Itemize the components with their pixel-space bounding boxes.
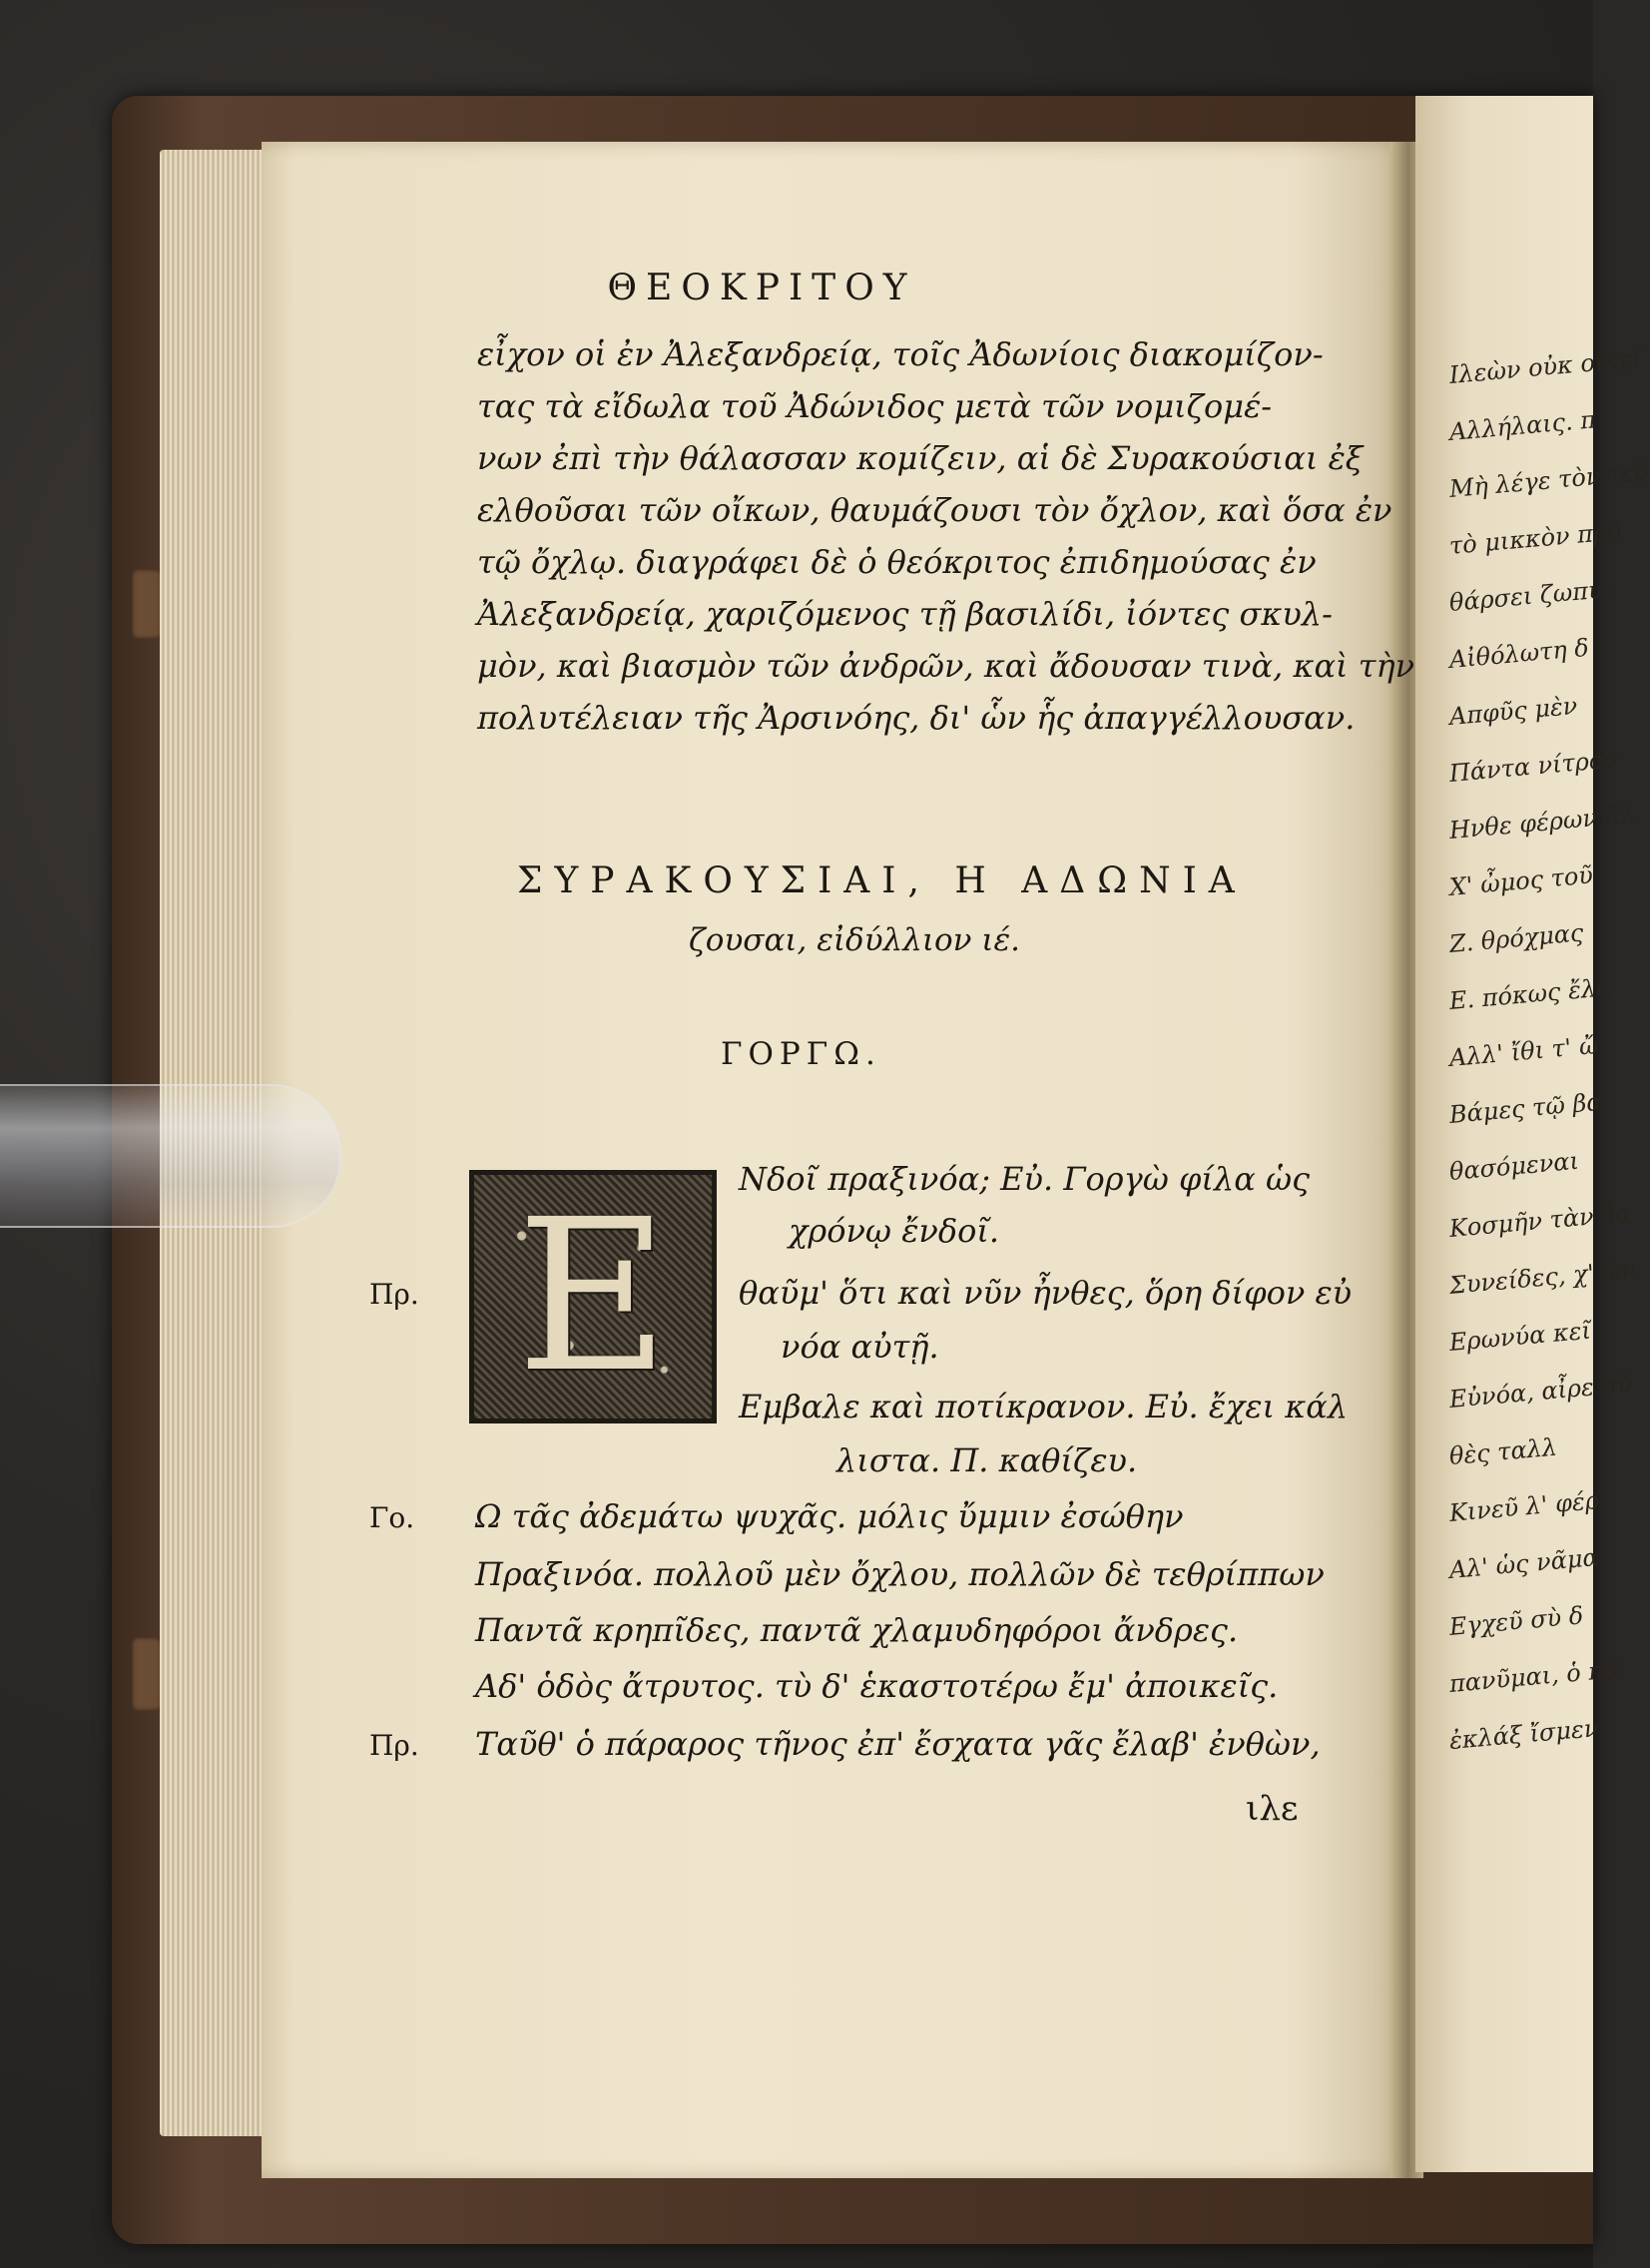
facing-page-line: Αλ' ὡς νᾶμα bbox=[1447, 1542, 1600, 1584]
facing-page-line: Αλλ' ἴθι τ' ὤ bbox=[1447, 1030, 1600, 1072]
speaker-label: Πρ. bbox=[369, 1729, 419, 1762]
binding-clasp-top bbox=[132, 569, 162, 639]
facing-page-line: ἐκλάξ ἴσμεν bbox=[1447, 1714, 1600, 1755]
dialogue-line: Εμβαλε καὶ ποτίκρανον. Εὐ. ἔχει κάλ bbox=[739, 1388, 1349, 1425]
facing-page-line: Χ' ὦμος τοῦ bbox=[1447, 860, 1594, 901]
facing-page-line: Συνείδες, χ' ὧν bbox=[1447, 1255, 1637, 1300]
dialogue-line: νόα αὐτῇ. bbox=[781, 1328, 939, 1366]
facing-page-line: Ιλεὼν οὐκ οἰκεῖ bbox=[1447, 344, 1644, 389]
first-speaker-name: ΓΟΡΓΩ. bbox=[721, 1036, 881, 1072]
facing-page-line: θάρσει ζωπυρ bbox=[1447, 574, 1618, 617]
intro-line: τας τὰ εἴδωλα τοῦ Ἀδώνιδος μετὰ τῶν νομιζομέ- bbox=[477, 387, 1273, 425]
dialogue-line: Ταῦθ' ὁ πάραρος τῆνος ἐπ' ἔσχατα γᾶς ἔλαβ' ἐνθὼν, bbox=[475, 1725, 1321, 1763]
dialogue-line: λιστα. Π. καθίζευ. bbox=[836, 1441, 1138, 1479]
facing-page-line: πανῦμαι, ὁ πᾶ bbox=[1447, 1655, 1622, 1698]
poem-subtitle: ζουσαι, εἰδύλλιον ιέ. bbox=[689, 922, 1021, 958]
dialogue-line: χρόνῳ ἔνδοῖ. bbox=[789, 1212, 1000, 1250]
initial-letter: E bbox=[516, 1174, 670, 1418]
facing-page-line: θὲς ταλλ bbox=[1447, 1432, 1559, 1470]
facing-page-line: Αἰθόλωτη δ bbox=[1447, 633, 1590, 674]
facing-page-line: Πάντα νίτρον bbox=[1447, 745, 1619, 788]
facing-page-line: Εγχεῦ σὺ δ bbox=[1447, 1601, 1585, 1641]
facing-page-line: τὸ μικκὸν πρό bbox=[1447, 516, 1623, 560]
facing-page-line: Ζ. θρόχμας bbox=[1447, 918, 1585, 958]
facing-page-line: Κινεῦ λ' φέρ bbox=[1447, 1485, 1600, 1527]
intro-line: νων ἐπὶ τὴν θάλασσαν κομίζειν, αἱ δὲ Συρακούσιαι ἐξ bbox=[477, 439, 1364, 477]
intro-line: εἶχον οἱ ἐν Ἀλεξανδρείᾳ, τοῖς Ἀδωνίοις διακομίζον- bbox=[477, 335, 1324, 373]
facing-page-line: Βάμες τῷ βα bbox=[1447, 1087, 1604, 1129]
facing-page-line: θασόμεναι bbox=[1447, 1146, 1580, 1186]
speaker-label: Γο. bbox=[369, 1501, 415, 1534]
dialogue-line: Νδοῖ πραξινόα; Εὐ. Γοργὼ φίλα ὡς bbox=[739, 1160, 1311, 1198]
poem-title: ΣΥΡΑΚΟΥΣΙΑΙ, Η ΑΔΩΝΙΑ bbox=[517, 860, 1247, 901]
running-head: ΘΕΟΚΡΙΤΟΥ bbox=[607, 268, 916, 308]
dialogue-line: θαῦμ' ὅτι καὶ νῦν ἦνθες, ὅρη δίφον εὐ bbox=[739, 1274, 1353, 1312]
facing-page-line: Κοσμῆν τὰν βα bbox=[1447, 1199, 1633, 1243]
intro-line: μὸν, καὶ βιασμὸν τῶν ἀνδρῶν, καὶ ἄδουσαν τινὰ, καὶ τὴν bbox=[477, 647, 1415, 685]
intro-line: πολυτέλειαν τῆς Ἀρσινόης, δι' ὧν ἧς ἀπαγγέλλουσαν. bbox=[477, 699, 1356, 737]
facing-page-line: Εὐνόα, αἶρε σὺ bbox=[1447, 1370, 1634, 1414]
dialogue-line: Παντᾶ κρηπῖδες, παντᾶ χλαμυδηφόροι ἄνδρες. bbox=[475, 1611, 1239, 1649]
intro-line: ελθοῦσαι τῶν οἴκων, θαυμάζουσι τὸν ὄχλον, καὶ ὅσα ἐν bbox=[477, 491, 1392, 529]
page-holder-blade bbox=[0, 1084, 341, 1228]
intro-line: τῷ ὄχλῳ. διαγράφει δὲ ὁ θεόκριτος ἐπιδημούσας ἐν bbox=[477, 543, 1317, 581]
dialogue-line: Πραξινόα. πολλοῦ μὲν ὄχλου, πολλῶν δὲ τεθρίππων bbox=[475, 1555, 1325, 1593]
dialogue-line: Ω τᾶς ἀδεμάτω ψυχᾶς. μόλις ὔμμιν ἐσώθην bbox=[475, 1497, 1184, 1535]
dialogue-line: Αδ' ὁδὸς ἄτρυτος. τὺ δ' ἑκαστοτέρω ἔμ' ἀποικεῖς. bbox=[475, 1667, 1279, 1705]
facing-page-line: Αλλήλαις. π bbox=[1447, 405, 1598, 446]
facing-page-line: Ε. πόκως ἔλα bbox=[1447, 972, 1614, 1015]
facing-page-line: Ερωνύα κεῖ bbox=[1447, 1316, 1592, 1357]
binding-clasp-bottom bbox=[132, 1637, 162, 1711]
decorated-initial bbox=[469, 1170, 717, 1423]
intro-line: Ἀλεξανδρείᾳ, χαριζόμενος τῇ βασιλίδι, ἰόντες σκυλ- bbox=[477, 595, 1333, 633]
facing-page-line: Απφῦς μὲν bbox=[1447, 691, 1579, 731]
catchword: ιλε bbox=[1246, 1789, 1299, 1829]
facing-page-line: Μὴ λέγε τὸν τεὸ bbox=[1447, 457, 1650, 503]
facing-page-line: Ηνθε φέρων ἄλ bbox=[1447, 800, 1637, 845]
speaker-label: Πρ. bbox=[369, 1278, 419, 1311]
